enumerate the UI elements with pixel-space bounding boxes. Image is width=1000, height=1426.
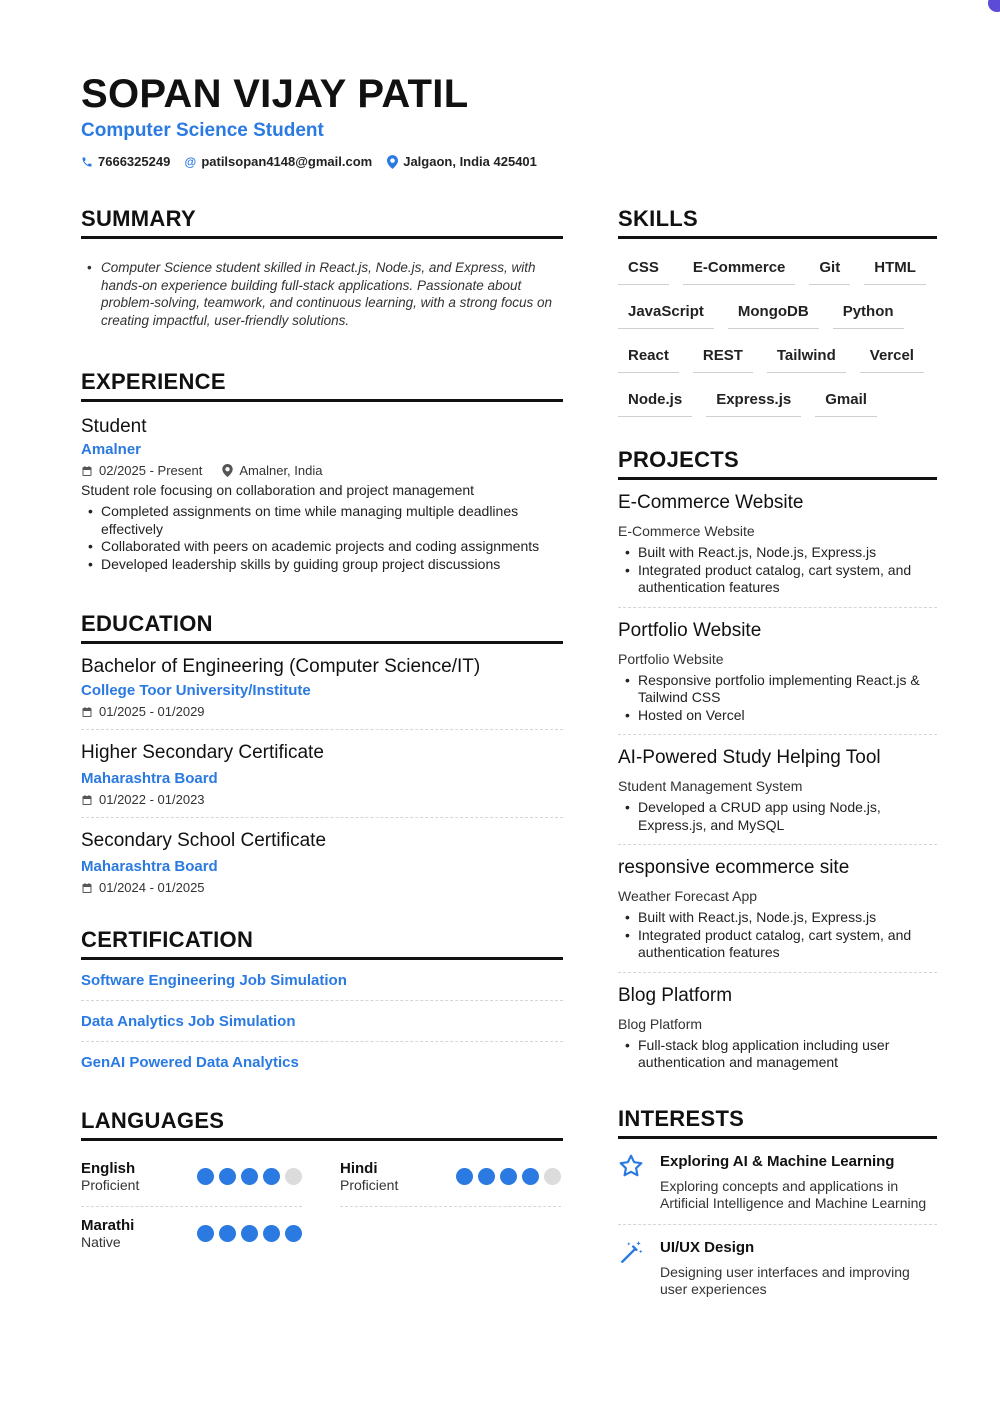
job-description: Student role focusing on collaboration and project management <box>81 482 475 498</box>
list-item: • Developed a CRUD app using Node.js, Express.js, and MySQL <box>618 799 937 834</box>
resume-page <box>81 70 937 1297</box>
list-item: • Full-stack blog application including user authentication and management <box>618 1037 937 1072</box>
calendar-icon <box>81 882 93 894</box>
education-item <box>81 730 563 818</box>
certification-heading: CERTIFICATION <box>81 927 563 960</box>
skill-tag: Vercel <box>860 343 924 373</box>
education-dates <box>81 792 563 807</box>
contact-bar <box>81 154 937 169</box>
date-range <box>81 704 205 719</box>
language-name: Marathi <box>81 1216 135 1234</box>
skills-section <box>618 206 937 417</box>
project-item <box>618 480 937 608</box>
job-location <box>222 463 322 478</box>
skill-tag: E-Commerce <box>683 255 796 285</box>
location-pin-icon <box>222 464 233 477</box>
skill-tag: Tailwind <box>767 343 846 373</box>
project-title: AI-Powered Study Helping Tool <box>618 747 881 768</box>
language-level: Proficient <box>340 1177 399 1193</box>
experience-heading: EXPERIENCE <box>81 369 563 402</box>
job-title: Student <box>81 416 147 437</box>
education-item <box>81 818 563 905</box>
skill-tag: MongoDB <box>728 299 819 329</box>
list-item: • Responsive portfolio implementing React.js & Tailwind CSS <box>618 672 937 707</box>
summary-text: • Computer Science student skilled in React.js, Node.js, and Express, with hands-on experience building full-stack applications. Passionate about problem-solving, teamwork, and continuous learning, with a strong focus on creating impactful, user-friendly solutions. <box>81 259 563 329</box>
interest-item <box>618 1225 937 1310</box>
education-heading: EDUCATION <box>81 611 563 644</box>
project-bullets <box>618 544 937 597</box>
phone-text: 7666325249 <box>98 154 171 169</box>
rating-dot-filled <box>522 1168 539 1185</box>
calendar-icon <box>81 706 93 718</box>
skill-tag: Git <box>809 255 850 285</box>
skill-tag: JavaScript <box>618 299 714 329</box>
education-item <box>81 644 563 730</box>
project-subtitle: Weather Forecast App <box>618 888 758 904</box>
degree: Secondary School Certificate <box>81 830 327 851</box>
skills-list <box>618 255 937 417</box>
degree: Bachelor of Engineering (Computer Science/IT) <box>81 656 481 677</box>
degree: Higher Secondary Certificate <box>81 742 324 763</box>
institution: Maharashtra Board <box>81 858 218 875</box>
email-text: patilsopan4148@gmail.com <box>201 154 373 169</box>
list-item: • Integrated product catalog, cart system, and authentication features <box>618 562 937 597</box>
calendar-icon <box>81 794 93 806</box>
rating-dot-filled <box>241 1168 258 1185</box>
institution: Maharashtra Board <box>81 770 218 787</box>
location-text: Jalgaon, India 425401 <box>403 154 537 169</box>
certification-section <box>81 927 563 1082</box>
interests-heading: INTERESTS <box>618 1106 937 1139</box>
summary-section <box>81 206 563 329</box>
rating-dot-filled <box>219 1168 236 1185</box>
job-meta <box>81 463 563 478</box>
project-subtitle: Blog Platform <box>618 1015 703 1032</box>
date-text: 01/2024 - 01/2025 <box>99 880 205 895</box>
language-item <box>81 1207 302 1263</box>
at-icon: @ <box>184 154 197 169</box>
date-range <box>81 880 205 895</box>
certification-item[interactable]: GenAI Powered Data Analytics <box>81 1054 299 1071</box>
rating-dot-filled <box>285 1225 302 1242</box>
languages-heading: LANGUAGES <box>81 1108 563 1141</box>
corner-decoration <box>988 0 1000 12</box>
skill-tag: HTML <box>864 255 926 285</box>
phone-icon <box>81 156 93 168</box>
list-item: • Completed assignments on time while managing multiple deadlines effectively <box>81 503 563 538</box>
skill-tag: REST <box>693 343 753 373</box>
magic-wand-icon <box>618 1239 648 1298</box>
project-title: E-Commerce Website <box>618 492 804 513</box>
interest-title: UI/UX Design <box>660 1238 755 1256</box>
project-subtitle: Portfolio Website <box>618 650 724 667</box>
skill-tag: CSS <box>618 255 669 285</box>
candidate-role: Computer Science Student <box>81 120 324 141</box>
education-section <box>81 611 563 905</box>
projects-section <box>618 447 937 1082</box>
calendar-icon <box>81 465 93 477</box>
job-dates <box>81 463 202 478</box>
right-column <box>618 206 937 1310</box>
project-item <box>618 608 937 736</box>
rating-dot-filled <box>500 1168 517 1185</box>
list-item: • Built with React.js, Node.js, Express.js <box>618 544 937 562</box>
company-name: Amalner <box>81 441 142 458</box>
rating-dot-filled <box>263 1168 280 1185</box>
education-dates <box>81 880 563 895</box>
date-text: 01/2025 - 01/2029 <box>99 704 205 719</box>
rating-dot-empty <box>285 1168 302 1185</box>
interest-description: Exploring concepts and applications in Artificial Intelligence and Machine Learning <box>660 1177 927 1211</box>
experience-item <box>81 416 563 573</box>
list-item: • Hosted on Vercel <box>618 707 937 725</box>
project-item <box>618 845 937 973</box>
candidate-name: SOPAN VIJAY PATIL <box>81 72 469 116</box>
education-dates <box>81 704 563 719</box>
date-text: 01/2022 - 01/2023 <box>99 792 205 807</box>
rating-dot-empty <box>544 1168 561 1185</box>
project-title: responsive ecommerce site <box>618 857 850 878</box>
list-item: • Integrated product catalog, cart system, and authentication features <box>618 927 937 962</box>
rating-dot-filled <box>197 1225 214 1242</box>
language-rating <box>456 1168 561 1185</box>
project-bullets <box>618 672 937 725</box>
language-name: Hindi <box>340 1160 378 1177</box>
rating-dot-filled <box>197 1168 214 1185</box>
certification-item[interactable]: Software Engineering Job Simulation <box>81 960 563 1001</box>
location-pin-icon <box>386 156 398 168</box>
list-item: • Built with React.js, Node.js, Express.js <box>618 909 937 927</box>
language-level: Native <box>81 1233 121 1250</box>
job-location-text: Amalner, India <box>239 463 323 478</box>
date-range <box>81 792 205 807</box>
language-level: Proficient <box>81 1177 140 1193</box>
language-item <box>340 1151 561 1207</box>
interest-item <box>618 1139 937 1225</box>
left-column <box>81 206 563 1263</box>
experience-section <box>81 369 563 573</box>
project-bullets <box>618 1037 937 1072</box>
certification-item[interactable]: Data Analytics Job Simulation <box>81 1001 563 1042</box>
contact-email[interactable] <box>184 154 372 169</box>
project-bullets <box>618 909 937 962</box>
rating-dot-filled <box>456 1168 473 1185</box>
project-title: Blog Platform <box>618 984 733 1006</box>
skill-tag: Express.js <box>706 387 801 417</box>
project-title: Portfolio Website <box>618 619 762 641</box>
project-item <box>618 973 937 1082</box>
contact-phone[interactable] <box>81 154 170 169</box>
job-dates-text: 02/2025 - Present <box>99 463 203 478</box>
project-subtitle: E-Commerce Website <box>618 523 755 539</box>
summary-heading: SUMMARY <box>81 206 563 239</box>
rating-dot-filled <box>241 1225 258 1242</box>
skill-tag: Gmail <box>815 387 877 417</box>
languages-section <box>81 1108 563 1263</box>
skill-tag: Node.js <box>618 387 692 417</box>
star-icon <box>618 1153 648 1212</box>
rating-dot-filled <box>478 1168 495 1185</box>
projects-heading: PROJECTS <box>618 447 937 480</box>
contact-location <box>386 154 537 169</box>
language-rating <box>197 1225 302 1242</box>
languages-grid <box>81 1151 563 1263</box>
skill-tag: Python <box>833 299 904 329</box>
rating-dot-filled <box>263 1225 280 1242</box>
project-item <box>618 735 937 845</box>
skills-heading: SKILLS <box>618 206 937 239</box>
list-item: • Developed leadership skills by guiding group project discussions <box>81 556 563 574</box>
language-rating <box>197 1168 302 1185</box>
project-bullets <box>618 799 937 834</box>
rating-dot-filled <box>219 1225 236 1242</box>
language-name: English <box>81 1160 136 1177</box>
interest-description: Designing user interfaces and improving user experiences <box>660 1263 910 1297</box>
list-item: • Collaborated with peers on academic projects and coding assignments <box>81 538 563 556</box>
project-subtitle: Student Management System <box>618 778 803 794</box>
language-item <box>81 1151 302 1207</box>
institution: College Toor University/Institute <box>81 682 311 699</box>
job-bullets <box>81 503 563 573</box>
interests-section <box>618 1106 937 1310</box>
skill-tag: React <box>618 343 679 373</box>
interest-title: Exploring AI & Machine Learning <box>660 1152 895 1170</box>
